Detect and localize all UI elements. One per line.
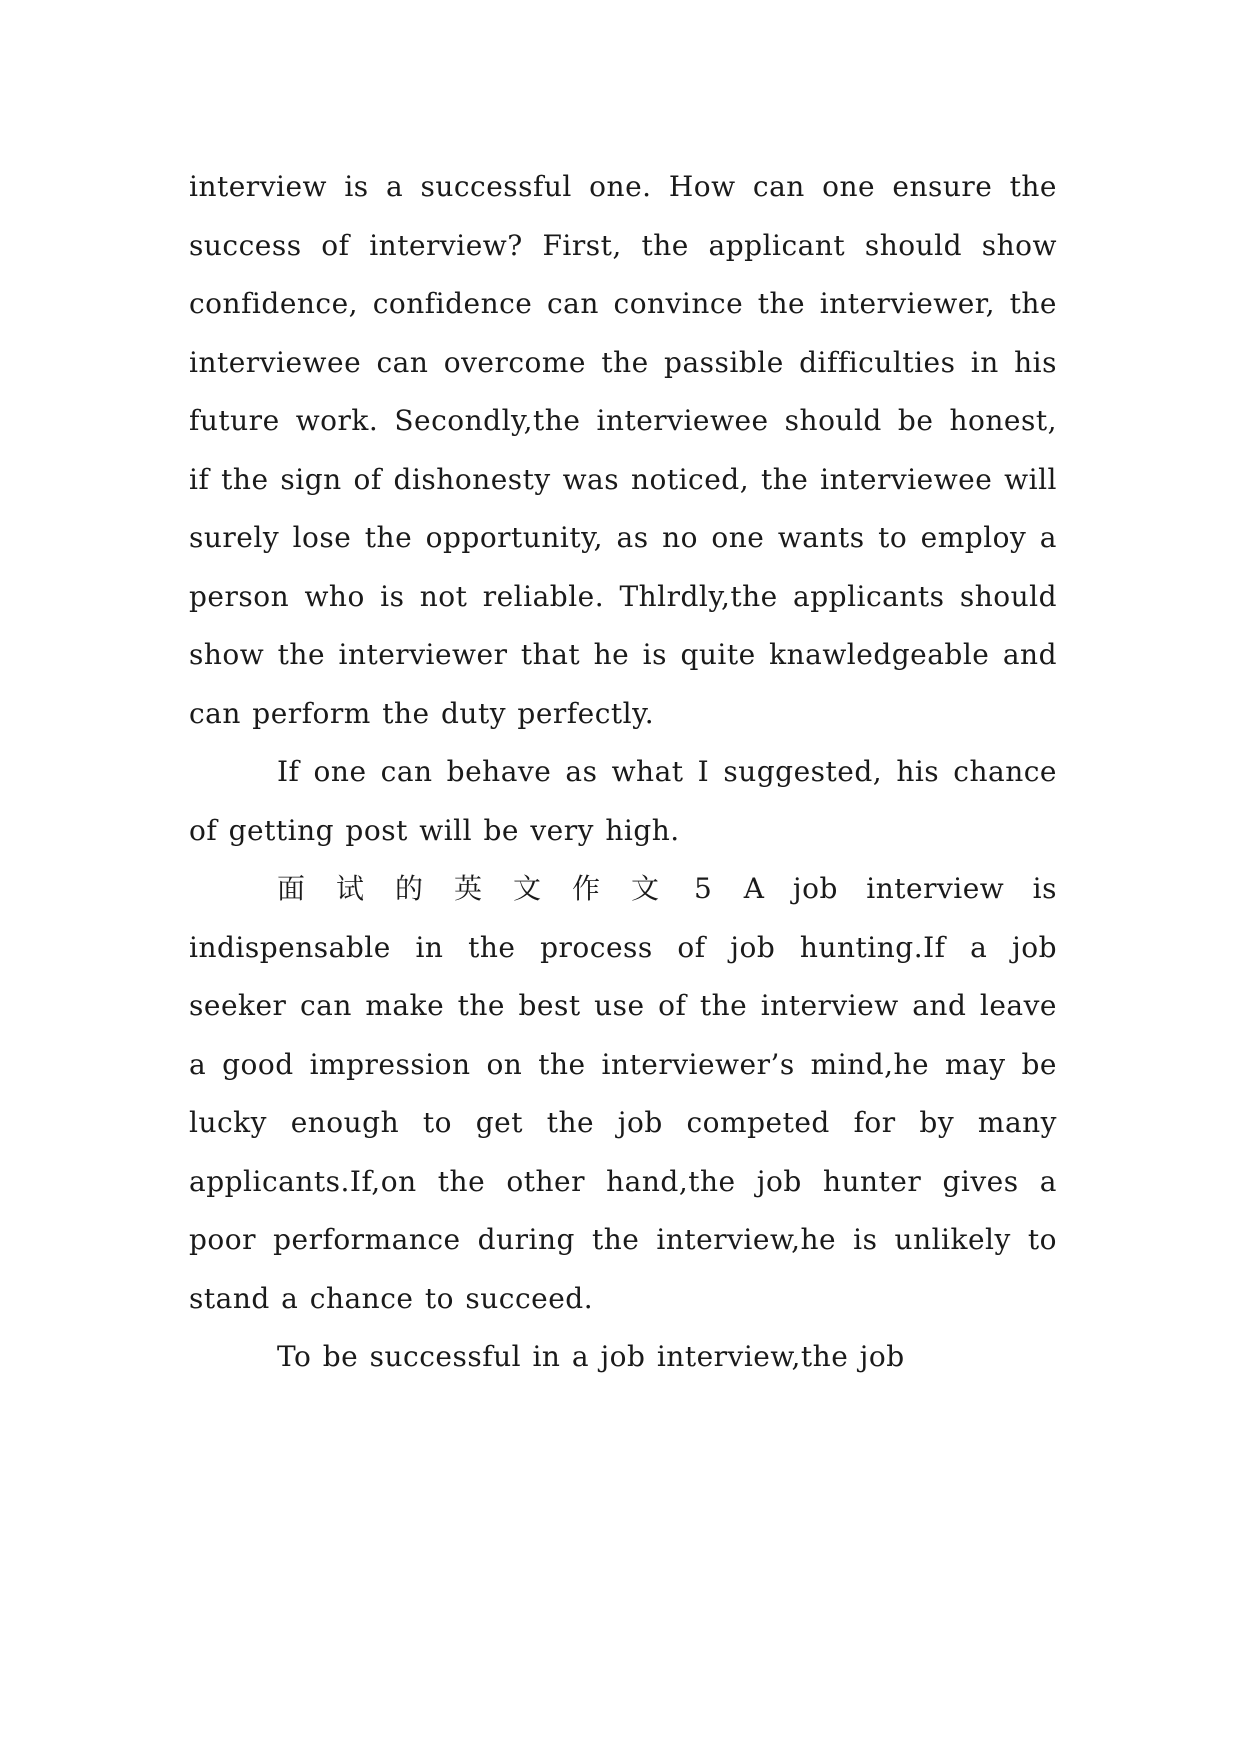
essay-body <box>189 158 1057 1387</box>
paragraph-interview-tips: interview is a successful one. How can one ensure the success of interview? First, the applicant should show confidence, confidence can convince the interviewer, the interviewee can overcome the passible difficulties in his future work. Secondly,the interviewee should be honest, if the sign of dishonesty was noticed, the interviewee will surely lose the opportunity, as no one wants to employ a person who is not reliable. Thlrdly,the applicants should show the interviewer that he is quite knawledgeable and can perform the duty perfectly. <box>189 170 1057 730</box>
paragraph-essay-5 <box>189 860 1057 1328</box>
paragraph-continuation: To be successful in a job interview,the job <box>277 1340 905 1373</box>
essay-5-text: A job interview is indispensable in the process of job hunting.If a job seeker can make the best use of the interview and leave a good impression on the interviewer’s mind,he may be lucky enough to get the job competed for by many applicants.If,on the other hand,the job hunter gives a poor performance during the interview,he is unlikely to stand a chance to succeed. <box>189 872 1057 1315</box>
essay-heading: 面试的英文作文 <box>277 872 690 905</box>
essay-heading-number: 5 <box>693 872 712 905</box>
paragraph-conclusion: If one can behave as what I suggested, his chance of getting post will be very high. <box>189 755 1057 847</box>
